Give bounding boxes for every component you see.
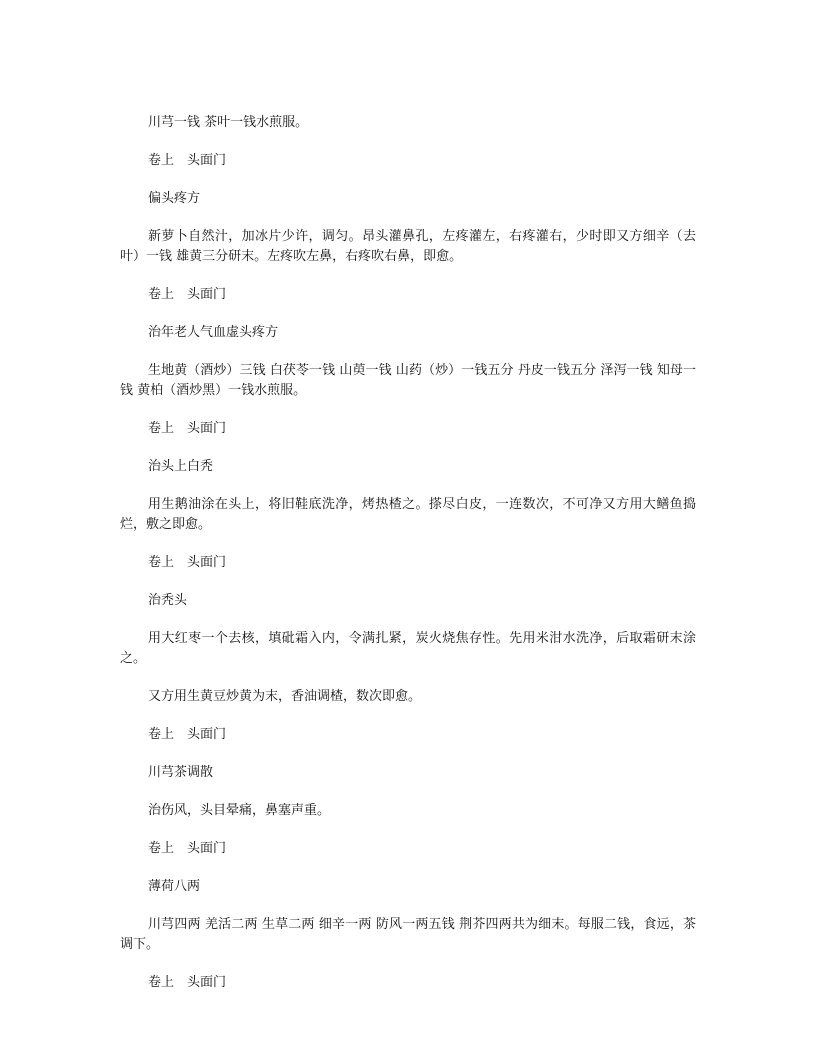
section-label: 卷上 头面门: [148, 287, 227, 302]
section-label: 卷上 头面门: [148, 153, 227, 168]
recipe-title: 偏头疼方: [148, 191, 201, 206]
section-label: 卷上 头面门: [148, 555, 227, 570]
recipe-title: 治年老人气血虚头疼方: [148, 325, 279, 340]
paragraph: 生地黄（酒炒）三钱 白茯苓一钱 山萸一钱 山药（炒）一钱五分 丹皮一钱五分 泽泻一钱 知母一钱 黄柏（酒炒黑）一钱水煎服。: [120, 363, 696, 398]
section-label: 卷上 头面门: [148, 727, 227, 742]
paragraph: 新萝卜自然汁，加冰片少许，调匀。昂头灌鼻孔，左疼灌左，右疼灌右，少时即又方细辛（去叶）一钱 雄黄三分研末。左疼吹左鼻，右疼吹右鼻，即愈。: [120, 229, 696, 264]
section-label: 卷上 头面门: [148, 975, 227, 990]
paragraph: 又方用生黄豆炒黄为末，香油调楂，数次即愈。: [148, 689, 422, 704]
paragraph: 用生鹅油涂在头上，将旧鞋底洗净，烤热楂之。搽尽白皮，一连数次，不可净又方用大鳝鱼捣烂，敷之即愈。: [120, 497, 696, 532]
recipe-title: 薄荷八两: [148, 879, 201, 894]
document-page: [120, 113, 696, 1011]
recipe-title: 治秃头: [148, 593, 188, 608]
paragraph: 川芎一钱 茶叶一钱水煎服。: [148, 115, 309, 130]
paragraph: 用大红枣一个去核，填砒霜入内，令满扎紧，炭火烧焦存性。先用米泔水洗净，后取霜研末涂之。: [120, 631, 696, 666]
paragraph: 治伤风，头目晕痛，鼻塞声重。: [148, 803, 331, 818]
section-label: 卷上 头面门: [148, 841, 227, 856]
paragraph: 川芎四两 羌活二两 生草二两 细辛一两 防风一两五钱 荆芥四两共为细末。每服二钱，食远，茶调下。: [120, 917, 696, 952]
recipe-title: 川芎茶调散: [148, 765, 214, 780]
section-label: 卷上 头面门: [148, 421, 227, 436]
recipe-title: 治头上白秃: [148, 459, 214, 474]
